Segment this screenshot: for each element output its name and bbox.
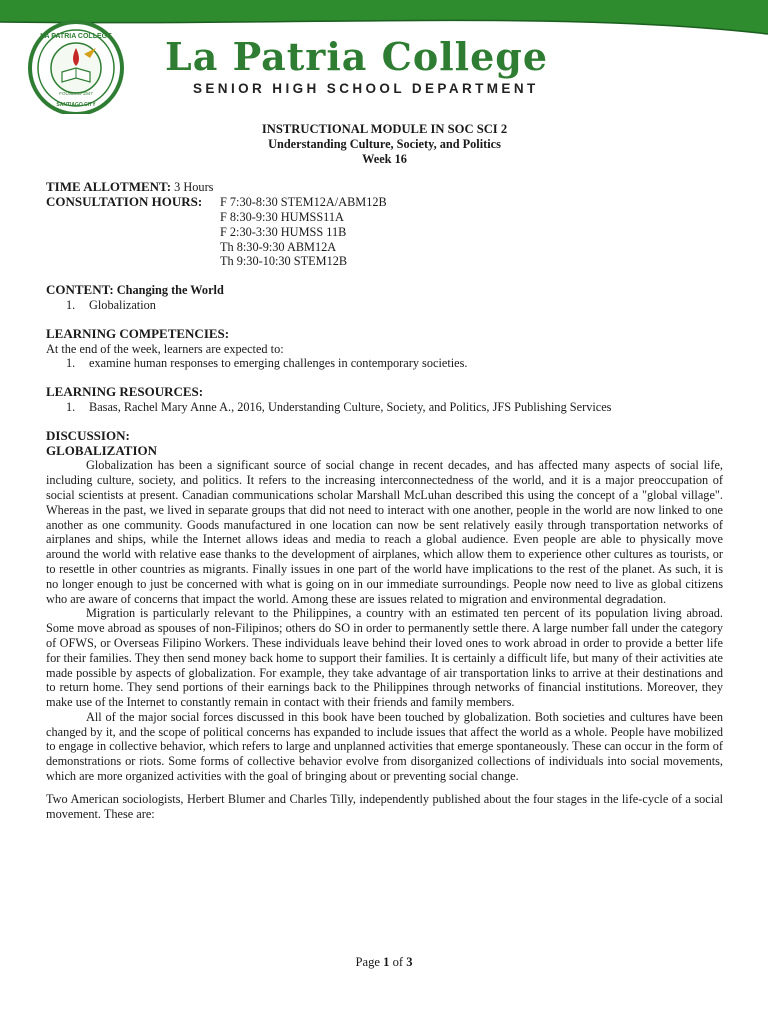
module-title: INSTRUCTIONAL MODULE IN SOC SCI 2: [261, 122, 508, 136]
list-text: examine human responses to emerging challenges in contemporary societies.: [89, 356, 468, 371]
discussion-heading: DISCUSSION:: [46, 427, 130, 443]
module-week: Week 16: [362, 151, 407, 166]
module-subtitle: Understanding Culture, Society, and Politics: [268, 136, 501, 151]
page-total: 3: [406, 955, 413, 969]
schedule-line: F 7:30-8:30 STEM12A/ABM12B: [220, 195, 387, 210]
page-current: 1: [383, 955, 390, 969]
svg-text:SANTIAGO CITY: SANTIAGO CITY: [56, 102, 96, 108]
competencies-intro: At the end of the week, learners are expected to:: [46, 341, 284, 356]
module-body: [46, 122, 723, 821]
department-name: SENIOR HIGH SCHOOL DEPARTMENT: [193, 81, 539, 96]
globalization-heading: GLOBALIZATION: [46, 442, 158, 458]
time-allotment: [46, 180, 723, 195]
resources-heading: LEARNING RESOURCES:: [46, 384, 204, 400]
schedule-line: Th 9:30-10:30 STEM12B: [220, 254, 348, 269]
discussion-paragraph: Globalization has been a significant source of social change in recent decades, and has affected many aspects of social life, including culture, society, and politics. It refers to the increasing interconnectedness of the world, and it is a major preoccupation of social scientists at present. Canadian communications scholar Marshall McLuhan described this using the concept of a "global village". Whereas in the past, we lived in separate groups that did not need to interact with one another, people in the world are now linked to one another as one community. Goods manufactured in one location can now be sent relatively easily through transportation networks of airplanes and ships, while the Internet allows ideas and media to reach a global audience. Even people are able to physically move around the world with relative ease thanks to the development of airplanes, which allow them to experience other cultures as tourists, or to resettle in other countries as migrants. Finally issues in one part of the world have implications to the rest of the planet. As such, it is no longer enough to just be concerned with what is going on in our immediate surroundings. People now need to live as global citizens who are aware of concerns that impact the world. Among these are issues related to migration and environmental degradation.: [46, 458, 723, 606]
schedule-line: F 2:30-3:30 HUMSS 11B: [220, 224, 347, 239]
consultation-hours-label: CONSULTATION HOURS:: [46, 194, 203, 210]
time-allotment-value: 3 Hours: [171, 180, 214, 195]
list-text: Globalization: [89, 297, 156, 312]
discussion-paragraph: All of the major social forces discussed in this book have been touched by globalization. Both societies and cultures have been changed by it, and the scope of political concerns has expanded to include issues that affect the world as a whole. People have mobilized to engage in collective behavior, which refers to large and unplanned activities that emerge spontaneously. These can occur in the form of demonstrations or riots. Some forms of collective behavior evolve from disorganized collections of individuals into social movements, which are more organized activities with the goal of bringing about or preventing social change.: [46, 709, 723, 784]
page-number: [0, 955, 768, 970]
list-item: [46, 298, 723, 313]
closing-paragraph: Two American sociologists, Herbert Blumer and Charles Tilly, independently published about the four stages in the life-cycle of a social movement. These are:: [46, 791, 723, 821]
consultation-hours: [46, 195, 723, 269]
svg-text:FOUNDED 1947: FOUNDED 1947: [59, 91, 93, 96]
module-title-block: [46, 122, 723, 166]
consultation-schedule: [220, 195, 387, 269]
svg-text:LA PATRIA COLLEGE: LA PATRIA COLLEGE: [40, 33, 112, 40]
time-allotment-label: TIME ALLOTMENT:: [46, 179, 172, 195]
schedule-line: F 8:30-9:30 HUMSS11A: [220, 209, 344, 224]
page-of: of: [392, 955, 404, 969]
college-name: La Patria College: [165, 34, 548, 79]
discussion-paragraph: Migration is particularly relevant to the Philippines, a country with an estimated ten percent of its population living abroad. Some move abroad as spouses of non-Filipinos; others do SO in order to permanently settle there. A large number fall under the category of OFWS, or Overseas Filipino Workers. These individuals leave behind their loved ones to work abroad in order to provide a better life for their families. They then send money back home to support their families. It is certainly a difficult life, but many of their activities ate made possible by aspects of globalization. For example, they take advantage of air transportation links to arrive at their destinations and to return home. They send portions of their earnings back to the Philippines through networks of financial institutions. Moreover, they make use of the Internet to constantly remain in contact with their friends and family members.: [46, 606, 723, 710]
list-number: 1.: [66, 297, 76, 312]
content-label: CONTENT:: [46, 282, 114, 298]
content-heading: [46, 283, 723, 298]
list-item: [46, 356, 723, 371]
schedule-line: Th 8:30-9:30 ABM12A: [220, 239, 337, 254]
college-seal-logo: [14, 18, 138, 114]
competencies-heading: LEARNING COMPETENCIES:: [46, 325, 230, 341]
page-label: Page: [355, 955, 380, 969]
list-number: 1.: [66, 399, 76, 414]
list-number: 1.: [66, 356, 76, 371]
content-topic: Changing the World: [116, 283, 224, 298]
list-text: Basas, Rachel Mary Anne A., 2016, Understanding Culture, Society, and Politics, JFS Publishing Services: [89, 399, 612, 414]
list-item: [46, 400, 723, 415]
letterhead: [0, 0, 768, 118]
